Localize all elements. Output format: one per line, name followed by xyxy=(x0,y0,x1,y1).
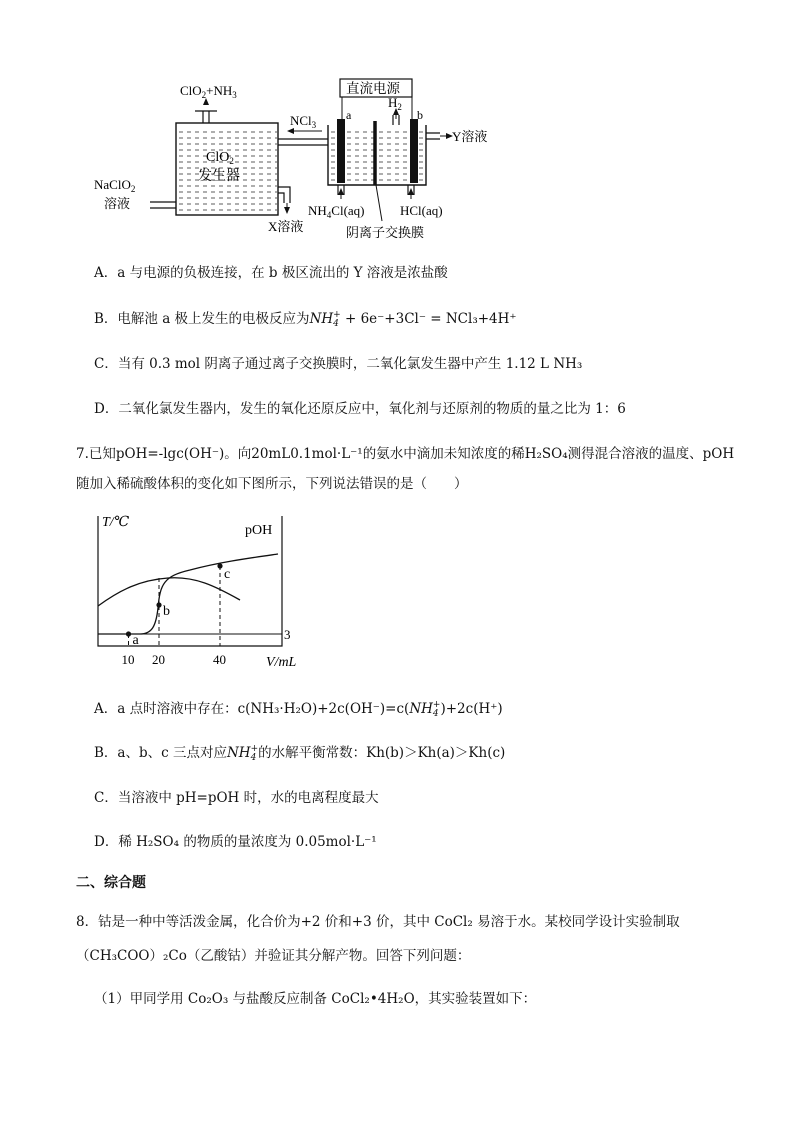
generator-label-2: 发生器 xyxy=(198,169,240,184)
membrane-label: 阴离子交换膜 xyxy=(346,225,425,240)
q7-option-c: C．当溶液中 pH=pOH 时，水的电离程度最大 xyxy=(94,790,379,806)
power-supply-label: 直流电源 xyxy=(346,81,400,96)
chart-point-label-b: b xyxy=(163,604,170,619)
chart-right-tick-3: 3 xyxy=(284,627,291,642)
h2-label: $H_2$ xyxy=(388,95,402,112)
naclo2-label-2: 溶液 xyxy=(104,196,131,211)
nh4cl-label: $NH_4Cl(aq)$ xyxy=(308,203,365,220)
series-pOH-line xyxy=(98,554,278,634)
naclo2-label-1: NaClO$_2$ xyxy=(94,177,136,194)
chart-x-tick-40: 40 xyxy=(213,652,226,667)
x-solution-label: X溶液 xyxy=(268,219,304,234)
q7-stem-line2: 随加入稀硫酸体积的变化如下图所示，下列说法错误的是（ ） xyxy=(76,476,468,492)
q7-chart xyxy=(90,508,320,670)
q6-option-b: B．电解池 a 极上发生的电极反应为NH + 4 + 6e⁻+3Cl⁻ = NCl₃+4H⁺ xyxy=(94,309,517,329)
q7-stem-line1: 7.已知pOH=-lgc(OH⁻)。向20mL0.1mol·L⁻¹的氨水中滴加未知浓度的稀H₂SO₄测得混合溶液的温度、pOH xyxy=(76,446,735,462)
q8-line3: （1）甲同学用 Co₂O₃ 与盐酸反应制备 CoCl₂•4H₂O，其实验装置如下： xyxy=(94,991,537,1007)
electrode-b-label: b xyxy=(417,108,423,122)
q8-line1: 8．钴是一种中等活泼金属，化合价为+2 价和+3 价，其中 CoCl₂ 易溶于水。某校同学设计实验制取 xyxy=(76,914,680,930)
q7-option-b: B．a、b、c 三点对应NH + 4 的水解平衡常数：Kh(b)＞Kh(a)＞Kh(c) xyxy=(94,743,506,763)
chart-x-tick-20: 20 xyxy=(152,652,165,667)
electrode-a-label: a xyxy=(346,108,352,122)
chart-point-label-a: a xyxy=(132,633,139,648)
generator-label-1: ClO$_2$ xyxy=(206,150,234,166)
chart-point-a xyxy=(126,631,131,636)
hcl-label: HCl(aq) xyxy=(400,203,443,218)
chart-ylabel-right: pOH xyxy=(245,523,273,538)
electrode-a xyxy=(337,119,345,183)
chart-xlabel: V/mL xyxy=(266,655,297,670)
section-heading: 二、综合题 xyxy=(76,875,146,891)
ncl3-label: NCl$_3$ xyxy=(290,113,317,130)
q6-option-c: C．当有 0.3 mol 阴离子通过离子交换膜时，二氧化氯发生器中产生 1.12 L NH₃ xyxy=(94,356,583,372)
chart-x-tick-10: 10 xyxy=(121,652,135,667)
q6-option-a: A．a 与电源的负极连接，在 b 极区流出的 Y 溶液是浓盐酸 xyxy=(94,265,448,281)
q8-line2: （CH₃COO）₂Co（乙酸钴）并验证其分解产物。回答下列问题： xyxy=(76,948,471,964)
q6-option-d: D．二氧化氯发生器内，发生的氧化还原反应中，氧化剂与还原剂的物质的量之比为 1：6 xyxy=(94,401,626,417)
electrolysis-diagram xyxy=(90,75,510,245)
chart-ylabel-left: T/℃ xyxy=(102,515,130,530)
chart-point-c xyxy=(217,563,222,568)
electrode-b xyxy=(410,119,418,183)
clo2-nh3-label: $ClO_2+NH_3$ xyxy=(180,83,237,100)
q7-option-d: D．稀 H₂SO₄ 的物质的量浓度为 0.05mol·L⁻¹ xyxy=(94,834,377,850)
y-solution-label: Y溶液 xyxy=(452,129,488,144)
chart-point-label-c: c xyxy=(224,567,231,582)
chart-point-b xyxy=(156,602,161,607)
series-temperature-line xyxy=(98,578,240,606)
q7-option-a: A．a 点时溶液中存在：c(NH₃·H₂O)+2c(OH⁻)=c(NH + 4 )+2c(H⁺) xyxy=(94,699,503,719)
